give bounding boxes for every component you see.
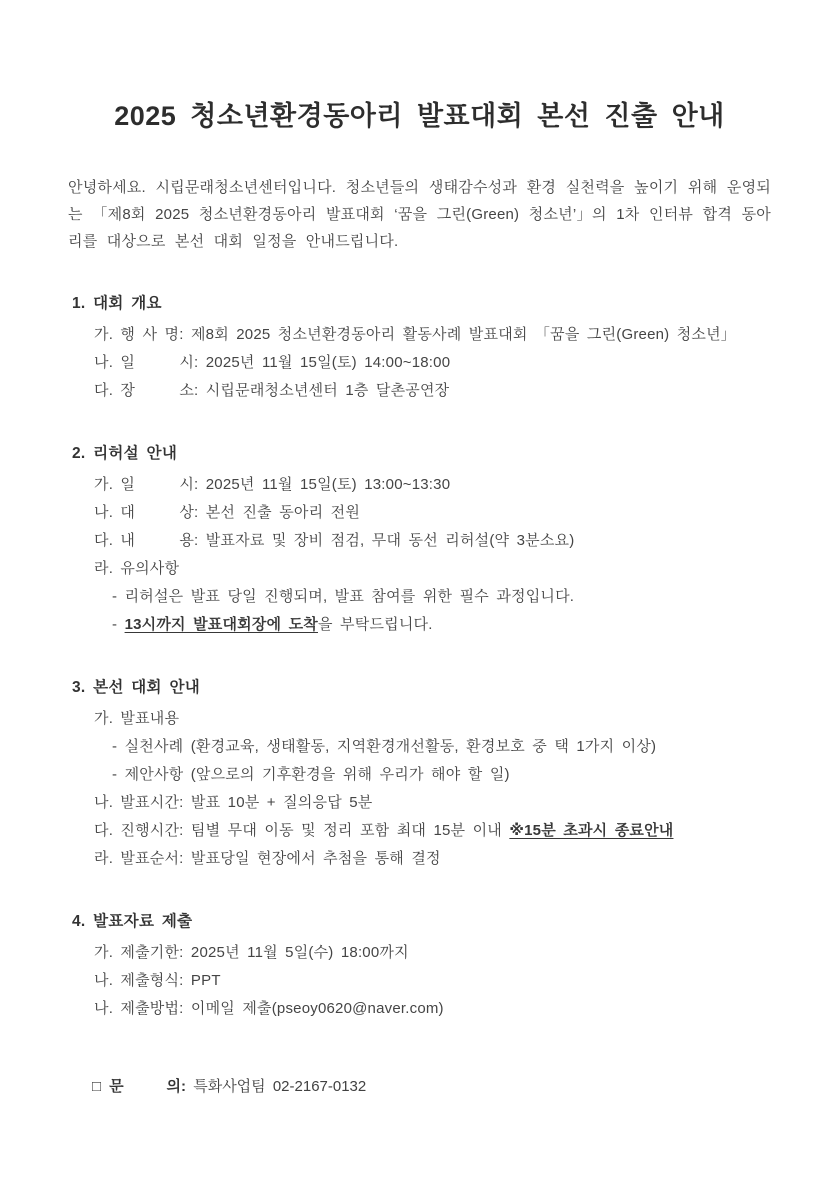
- section-1-heading: 1. 대회 개요: [72, 294, 162, 312]
- section-3-practice-case: - 실천사례 (환경교육, 생태활동, 지역환경개선활동, 환경보호 중 택 1가지 이상): [112, 737, 657, 755]
- section-2-note-2-dash: -: [112, 615, 125, 633]
- section-3-presentation-order: 라. 발표순서: 발표당일 현장에서 추첨을 통해 결정: [94, 849, 441, 867]
- section-4-format: 나. 제출형식: PPT: [94, 971, 221, 989]
- square-bullet-icon: □: [92, 1077, 102, 1095]
- intro-paragraph: 안녕하세요. 시립문래청소년센터입니다. 청소년들의 생태감수성과 환경 실천력을 높이기 위해 운영되는 「제8회 2025 청소년환경동아리 발표대회 ‘꿈을 그린(Green) 청소년’」의 1차 인터뷰 합격 동아리를 대상으로 본선 대회 일정을 안내드립니다.: [68, 178, 771, 250]
- section-2-heading: 2. 리허설 안내: [72, 444, 178, 462]
- section-2-target: 나. 대 상: 본선 진출 동아리 전원: [94, 503, 361, 521]
- section-3-presentation-content: 가. 발표내용: [94, 709, 180, 727]
- section-2-content: 다. 내 용: 발표자료 및 장비 점검, 무대 동선 리허설(약 3분소요): [94, 531, 575, 549]
- section-final-round-info: [68, 675, 771, 873]
- section-2-note-1: - 리허설은 발표 당일 진행되며, 발표 참여를 위한 필수 과정입니다.: [112, 587, 575, 605]
- contact-label: 문 의:: [109, 1077, 187, 1095]
- section-2-date-time: 가. 일 시: 2025년 11월 15일(토) 13:00~13:30: [94, 475, 451, 493]
- section-3-run-time: [94, 817, 771, 845]
- section-2-note-2-rest: 을 부탁드립니다.: [318, 615, 433, 633]
- section-3-heading: 3. 본선 대회 안내: [72, 678, 200, 696]
- section-material-submission: [68, 909, 771, 1023]
- section-1-venue: 다. 장 소: 시립문래청소년센터 1층 달촌공연장: [94, 381, 450, 399]
- section-2-note-2-emphasis: 13시까지 발표대회장에 도착: [124, 615, 318, 633]
- contact-line: [92, 1073, 771, 1101]
- contact-value: 특화사업팀 02-2167-0132: [186, 1077, 367, 1095]
- section-3-run-time-text: 다. 진행시간: 팀별 무대 이동 및 정리 포함 최대 15분 이내: [94, 821, 510, 839]
- section-4-heading: 4. 발표자료 제출: [72, 912, 193, 930]
- section-2-note-2: [112, 611, 771, 639]
- section-3-run-time-emphasis: ※15분 초과시 종료안내: [509, 821, 674, 839]
- section-4-deadline: 가. 제출기한: 2025년 11월 5일(수) 18:00까지: [94, 943, 409, 961]
- section-3-proposal: - 제안사항 (앞으로의 기후환경을 위해 우리가 해야 할 일): [112, 765, 510, 783]
- page-title: 2025 청소년환경동아리 발표대회 본선 진출 안내: [114, 101, 725, 131]
- section-rehearsal-info: [68, 441, 771, 639]
- section-3-presentation-time: 나. 발표시간: 발표 10분 + 질의응답 5분: [94, 793, 373, 811]
- section-1-event-name: 가. 행 사 명: 제8회 2025 청소년환경동아리 활동사례 발표대회 「꿈을 그린(Green) 청소년」: [94, 325, 736, 343]
- section-4-method: 나. 제출방법: 이메일 제출(pseoy0620@naver.com): [94, 999, 444, 1017]
- section-competition-overview: [68, 291, 771, 405]
- section-1-date-time: 나. 일 시: 2025년 11월 15일(토) 14:00~18:00: [94, 353, 451, 371]
- section-2-notes-heading: 라. 유의사항: [94, 559, 180, 577]
